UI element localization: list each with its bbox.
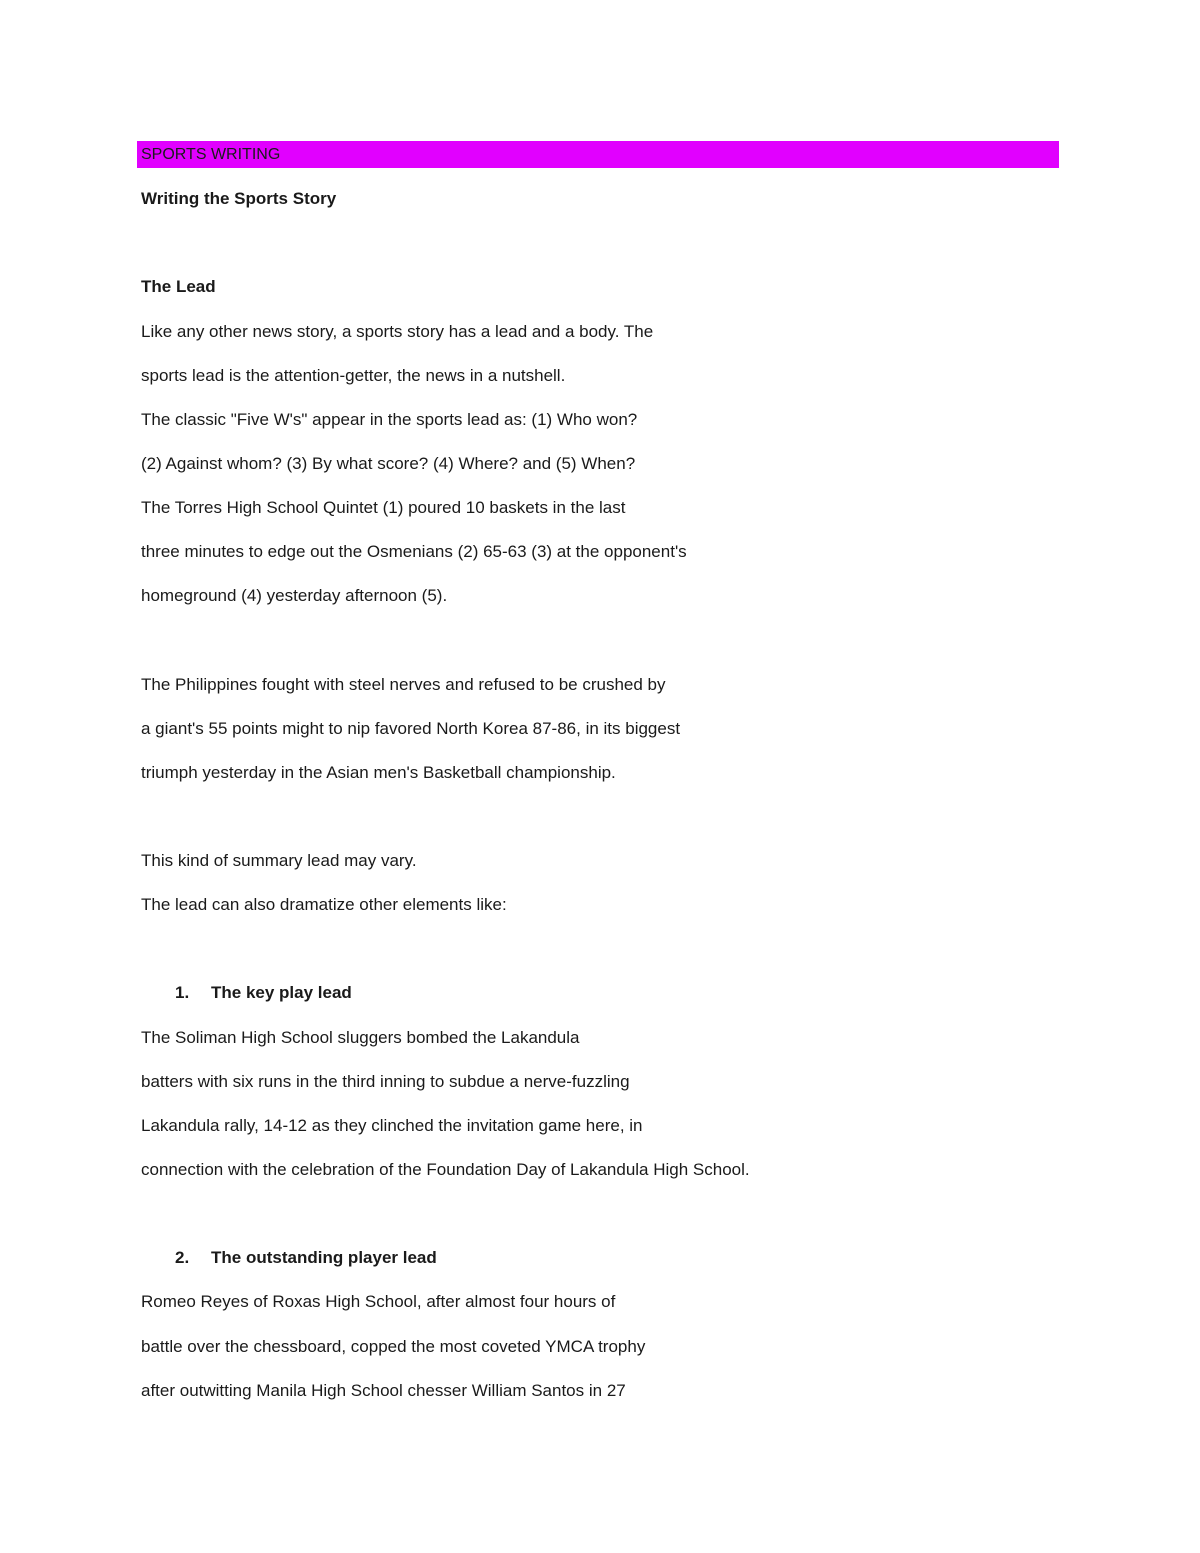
paragraph-line: Like any other news story, a sports story has a lead and a body. The — [141, 322, 654, 341]
paragraph-line: homeground (4) yesterday afternoon (5). — [141, 586, 448, 605]
list-heading-text: The key play lead — [211, 983, 352, 1002]
paragraph-line: The lead can also dramatize other elements like: — [141, 895, 507, 914]
list-item-heading — [175, 982, 352, 1004]
paragraph-line: The Philippines fought with steel nerves and refused to be crushed by — [141, 675, 666, 694]
paragraph-line: triumph yesterday in the Asian men's Basketball championship. — [141, 763, 616, 782]
list-item-heading — [175, 1247, 437, 1269]
paragraph-line: Lakandula rally, 14-12 as they clinched the invitation game here, in — [141, 1116, 643, 1135]
paragraph-line: sports lead is the attention-getter, the news in a nutshell. — [141, 366, 566, 385]
paragraph-line: after outwitting Manila High School chesser William Santos in 27 — [141, 1381, 626, 1400]
paragraph-line: The classic "Five W's" appear in the sports lead as: (1) Who won? — [141, 410, 638, 429]
paragraph-line: (2) Against whom? (3) By what score? (4) Where? and (5) When? — [141, 454, 636, 473]
paragraph-line: batters with six runs in the third inning to subdue a nerve-fuzzling — [141, 1072, 630, 1091]
list-heading-text: The outstanding player lead — [211, 1248, 437, 1267]
paragraph-line: The Soliman High School sluggers bombed the Lakandula — [141, 1028, 580, 1047]
paragraph-line: This kind of summary lead may vary. — [141, 851, 417, 870]
paragraph-line: a giant's 55 points might to nip favored North Korea 87-86, in its biggest — [141, 719, 681, 738]
paragraph-line: battle over the chessboard, copped the most coveted YMCA trophy — [141, 1337, 646, 1356]
list-number: 1. — [175, 983, 190, 1002]
list-number: 2. — [175, 1248, 190, 1267]
document-title: Writing the Sports Story — [141, 189, 337, 208]
section-heading: The Lead — [141, 277, 216, 296]
banner-text: SPORTS WRITING — [141, 146, 281, 163]
paragraph-line: The Torres High School Quintet (1) poured 10 baskets in the last — [141, 498, 626, 517]
paragraph-line: three minutes to edge out the Osmenians (2) 65-63 (3) at the opponent's — [141, 542, 687, 561]
paragraph-line: connection with the celebration of the Foundation Day of Lakandula High School. — [141, 1160, 750, 1179]
paragraph-line: Romeo Reyes of Roxas High School, after almost four hours of — [141, 1292, 616, 1311]
